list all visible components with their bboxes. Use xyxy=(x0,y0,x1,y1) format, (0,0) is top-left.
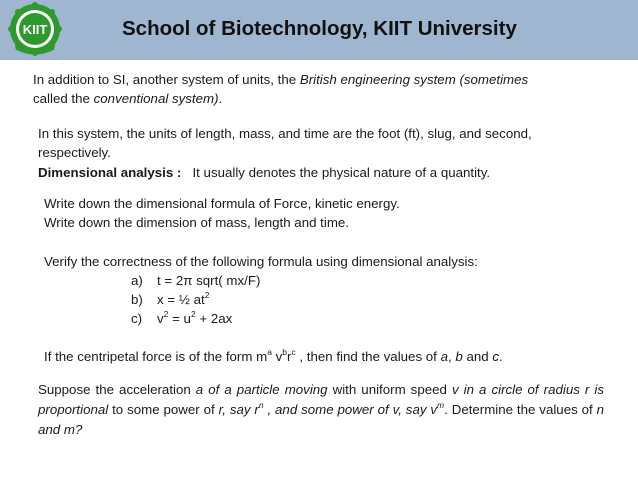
intro-period: . xyxy=(218,91,223,106)
intro-italic-2: conventional system) xyxy=(93,91,219,106)
item-label: a) xyxy=(131,273,143,288)
text: to some power of xyxy=(108,402,219,417)
text: and xyxy=(462,349,493,364)
dimensional-text: It usually denotes the physical nature of a quantity. xyxy=(192,165,491,180)
var-a: a xyxy=(440,349,448,364)
header-bar xyxy=(0,0,638,60)
item-formula: v xyxy=(157,311,164,326)
text: with uniform speed xyxy=(327,382,452,397)
list-item xyxy=(131,309,260,328)
kiit-logo xyxy=(2,2,68,56)
var-b: b xyxy=(455,349,463,364)
verify-heading: Verify the correctness of the following formula using dimensional analysis: xyxy=(44,254,478,269)
tasks-paragraph xyxy=(44,194,400,232)
formula-list xyxy=(131,271,260,328)
italic-text: n and m? xyxy=(38,402,605,437)
superscript: n xyxy=(258,399,264,410)
italic-text: v in a circle of radius r is proportional xyxy=(38,382,604,417)
text: v xyxy=(271,349,283,364)
superscript: m xyxy=(437,399,445,410)
var-c: c xyxy=(492,349,500,364)
text: , then find the values of xyxy=(295,349,441,364)
units-paragraph xyxy=(38,124,532,162)
item-formula: x = ½ at xyxy=(157,292,205,307)
item-formula: + 2ax xyxy=(195,311,233,326)
intro-italic: British engineering system (sometimes xyxy=(299,72,529,87)
italic-text: r, say r xyxy=(218,402,259,417)
dimensional-label: Dimensional analysis : xyxy=(38,165,182,180)
text: If the centripetal force is of the form m xyxy=(44,349,268,364)
superscript: 2 xyxy=(163,308,169,319)
intro-text-2: called the xyxy=(33,91,94,106)
text: . xyxy=(499,349,503,364)
intro-text: In addition to SI, another system of units, the xyxy=(33,72,300,87)
page-title: School of Biotechnology, KIIT University xyxy=(122,17,517,40)
intro-paragraph xyxy=(33,70,528,108)
item-label: c) xyxy=(131,311,143,326)
centripetal-question xyxy=(44,347,503,366)
text: Suppose the acceleration xyxy=(38,382,196,397)
superscript: c xyxy=(291,346,296,357)
superscript: a xyxy=(267,346,272,357)
item-formula: t = 2π sqrt( mx/F) xyxy=(157,273,261,288)
units-line-2: respectively. xyxy=(38,145,111,160)
text: r xyxy=(287,349,292,364)
superscript: b xyxy=(282,346,287,357)
superscript: 2 xyxy=(190,308,196,319)
list-item xyxy=(131,290,260,309)
italic-text: a of a particle moving xyxy=(195,382,328,397)
list-item xyxy=(131,271,260,290)
acceleration-question xyxy=(38,380,604,440)
dimensional-analysis xyxy=(38,163,490,182)
task-line-2: Write down the dimension of mass, length and time. xyxy=(44,215,349,230)
italic-text: , and some power of v, say v xyxy=(263,402,438,417)
item-label: b) xyxy=(131,292,143,307)
svg-text:KIIT: KIIT xyxy=(22,22,48,37)
item-formula: = u xyxy=(168,311,191,326)
units-line-1: In this system, the units of length, mass, and time are the foot (ft), slug, and second, xyxy=(38,126,532,141)
task-line-1: Write down the dimensional formula of Force, kinetic energy. xyxy=(44,196,400,211)
superscript: 2 xyxy=(204,289,210,300)
text: , xyxy=(447,349,456,364)
text: . Determine the values of xyxy=(444,402,597,417)
